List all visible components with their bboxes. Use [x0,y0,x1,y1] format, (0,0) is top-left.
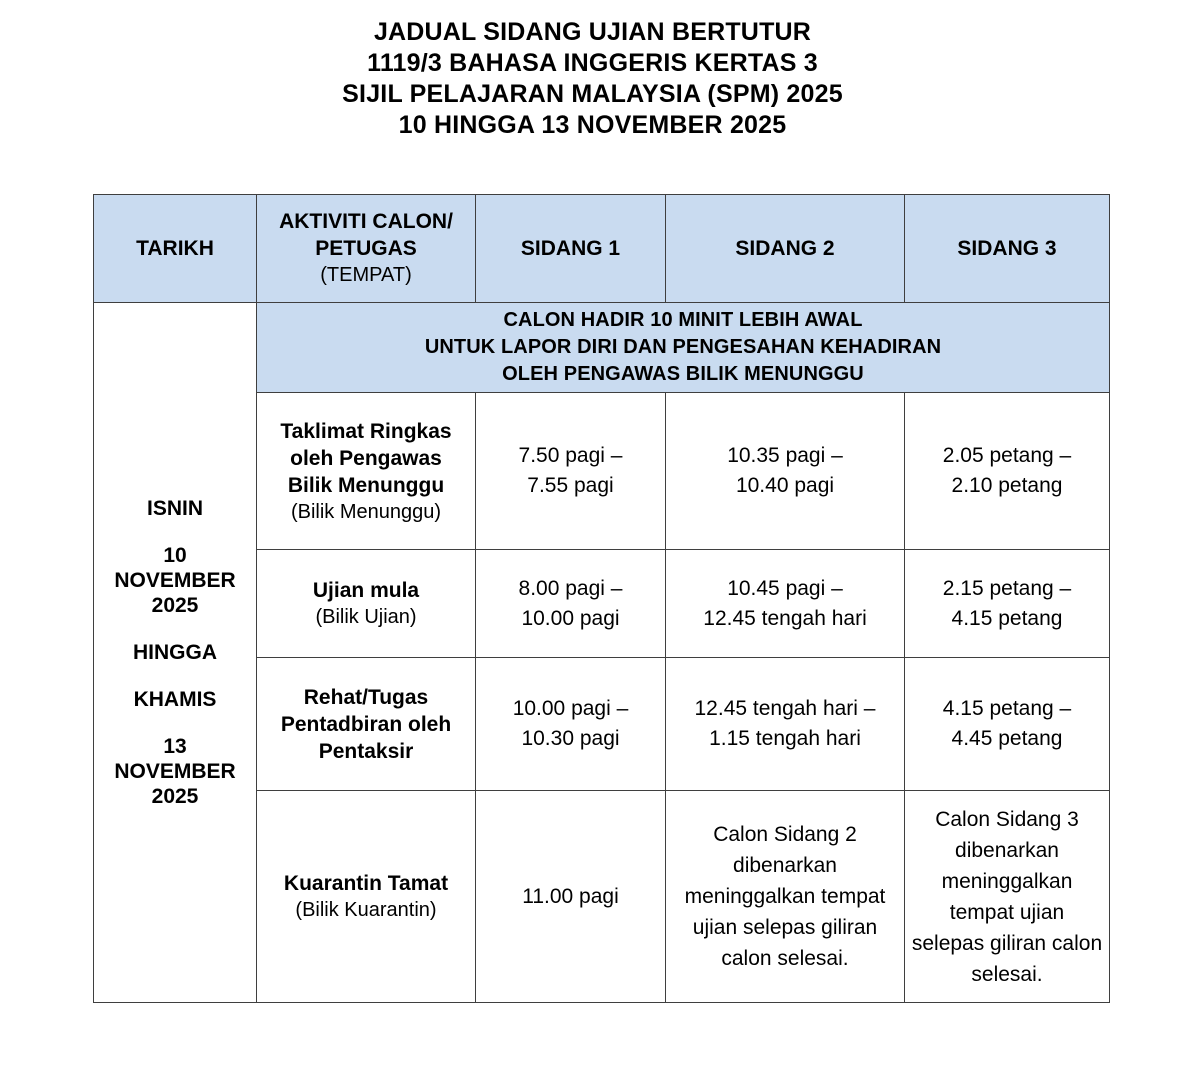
activity-ujian-mula-place: (Bilik Ujian) [315,606,417,628]
column-header-sidang-1 [476,195,666,303]
time-row3-sidang3-end: 4.45 petang [951,727,1063,750]
time-row2-sidang3-start: 2.15 petang – [942,576,1072,600]
activity-rehat-line1: Rehat/Tugas [303,685,429,709]
activity-rehat-line2: Pentadbiran oleh [280,712,452,736]
time-cell-row1-sidang1 [476,393,666,550]
time-row3-sidang2-start: 12.45 tengah hari – [694,697,876,720]
time-row2-sidang2-end: 12.45 tengah hari [703,606,867,630]
date-spacer-3 [100,665,250,687]
time-row2-sidang2-start: 10.45 pagi – [727,576,843,600]
time-row2-sidang1-start: 8.00 pagi – [518,576,623,600]
activity-cell-taklimat [257,393,476,550]
column-header-tarikh-label: TARIKH [136,237,214,260]
date-start-day-number: 10 [163,544,187,567]
activity-kuarantin-label: Kuarantin Tamat [283,872,449,895]
time-row3-sidang1-end: 10.30 pagi [521,727,620,750]
arrival-notice-line-1: CALON HADIR 10 MINIT LEBIH AWAL [503,309,863,331]
title-line-4: 10 HINGGA 13 NOVEMBER 2025 [398,111,787,139]
activity-rehat-line3: Pentaksir [318,739,414,763]
time-row1-sidang1-end: 7.55 pagi [527,474,614,497]
date-end-day-number: 13 [163,735,187,758]
time-row1-sidang1-start: 7.50 pagi – [518,444,623,467]
title-line-1: JADUAL SIDANG UJIAN BERTUTUR [373,18,812,46]
date-start-month: NOVEMBER [114,569,236,592]
date-day-end: KHAMIS [133,688,217,711]
time-cell-row4-sidang1 [476,791,666,1003]
column-header-tarikh [94,195,257,303]
activity-cell-kuarantin-tamat [257,791,476,1003]
column-header-sidang-1-label: SIDANG 1 [520,237,621,260]
title-line-3: SIJIL PELAJARAN MALAYSIA (SPM) 2025 [342,80,843,108]
time-row2-sidang3-end: 4.15 petang [951,606,1063,630]
time-cell-row2-sidang3 [905,550,1110,658]
date-start-year: 2025 [151,594,199,617]
activity-kuarantin-place: (Bilik Kuarantin) [295,899,437,921]
activity-taklimat-line1: Taklimat Ringkas [280,419,452,443]
schedule-table [93,194,1110,1003]
schedule-table-container [93,194,1109,1003]
time-row4-sidang1-value: 11.00 pagi [522,884,619,908]
time-row1-sidang2-start: 10.35 pagi – [727,444,843,467]
column-header-sidang-3 [905,195,1110,303]
time-row3-sidang2-end: 1.15 tengah hari [709,727,861,750]
activity-cell-ujian-mula [257,550,476,658]
date-end-year: 2025 [151,785,199,808]
column-header-sidang-2-label: SIDANG 2 [735,237,835,260]
column-header-aktiviti [257,195,476,303]
time-cell-row3-sidang3 [905,658,1110,791]
arrival-notice-line-2: UNTUK LAPOR DIRI DAN PENGESAHAN KEHADIRAN [424,336,942,358]
arrival-notice-banner [257,303,1110,393]
document-title-block [0,0,1185,141]
table-banner-row [94,303,1110,393]
time-row3-sidang3-start: 4.15 petang – [942,697,1072,720]
time-cell-row3-sidang1 [476,658,666,791]
activity-cell-rehat-tugas [257,658,476,791]
activity-taklimat-line2: oleh Pengawas [290,446,442,470]
time-row3-sidang1-start: 10.00 pagi – [512,697,629,720]
time-row1-sidang3-end: 2.10 petang [951,474,1063,497]
column-header-sidang-3-label: SIDANG 3 [957,237,1057,260]
time-row1-sidang3-start: 2.05 petang – [942,444,1072,467]
time-row1-sidang2-end: 10.40 pagi [735,474,835,497]
table-header-row [94,195,1110,303]
arrival-notice-line-3: OLEH PENGAWAS BILIK MENUNGGU [502,363,864,385]
column-header-sidang-2 [666,195,905,303]
title-line-2: 1119/3 BAHASA INGGERIS KERTAS 3 [367,49,818,77]
activity-ujian-mula-label: Ujian mula [312,579,420,602]
date-range-connector: HINGGA [133,641,217,664]
date-day-start: ISNIN [146,497,203,520]
date-spacer-4 [100,712,250,734]
time-cell-row1-sidang2 [666,393,905,550]
time-cell-row3-sidang2 [666,658,905,791]
column-header-aktiviti-sublabel: (TEMPAT) [320,264,412,286]
date-spacer-1 [100,521,250,543]
activity-taklimat-line3: Bilik Menunggu [287,473,445,497]
note-cell-row4-sidang2: Calon Sidang 2 dibenarkan meninggalkan tempat ujian selepas giliran calon selesai. [666,791,905,1003]
activity-taklimat-place: (Bilik Menunggu) [290,500,442,523]
time-row2-sidang1-end: 10.00 pagi [521,606,620,630]
time-cell-row1-sidang3 [905,393,1110,550]
time-cell-row2-sidang1 [476,550,666,658]
column-header-aktiviti-line1: AKTIVITI CALON/ [279,210,453,233]
date-spacer-2 [100,618,250,640]
time-cell-row2-sidang2 [666,550,905,658]
date-end-month: NOVEMBER [114,760,236,783]
date-cell [94,303,257,1003]
column-header-aktiviti-line2: PETUGAS [315,237,417,260]
note-cell-row4-sidang3: Calon Sidang 3 dibenarkan meninggalkan tempat ujian selepas giliran calon selesai. [905,791,1110,1003]
